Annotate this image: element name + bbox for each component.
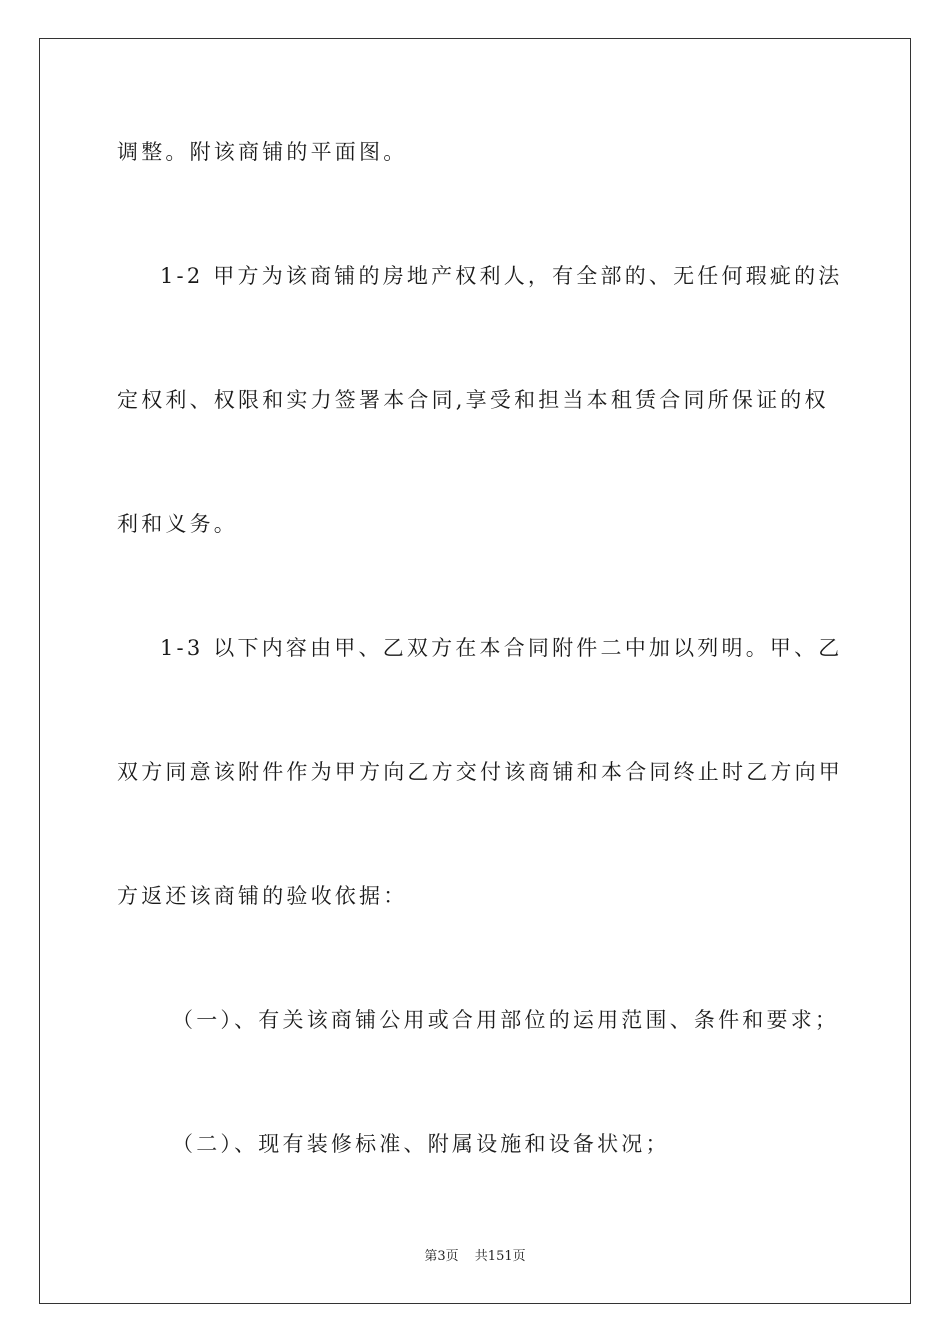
paragraph-line: 方返还该商铺的验收依据： [117,884,408,908]
paragraph-line: 利和义务。 [117,512,238,536]
paragraph-line: 定权利、权限和实力签署本合同,享受和担当本租赁合同所保证的权 [117,388,829,412]
page-total: 共151页 [474,1249,526,1264]
paragraph-line: 1-2 甲方为该商铺的房地产权利人，有全部的、无任何瑕疵的法 [160,264,843,288]
list-item: （一）、有关该商铺公用或合用部位的运用范围、条件和要求； [172,1008,840,1032]
paragraph-line: 1-3 以下内容由甲、乙双方在本合同附件二中加以列明。甲、乙 [160,636,843,660]
paragraph-line: 双方同意该附件作为甲方向乙方交付该商铺和本合同终止时乙方向甲 [117,760,843,784]
page-border [39,38,911,1304]
paragraph-line: 调整。附该商铺的平面图。 [117,140,408,164]
page-footer [0,1245,950,1264]
page-number: 第3页 [424,1249,459,1264]
list-item: （二）、现有装修标准、附属设施和设备状况； [172,1132,670,1156]
